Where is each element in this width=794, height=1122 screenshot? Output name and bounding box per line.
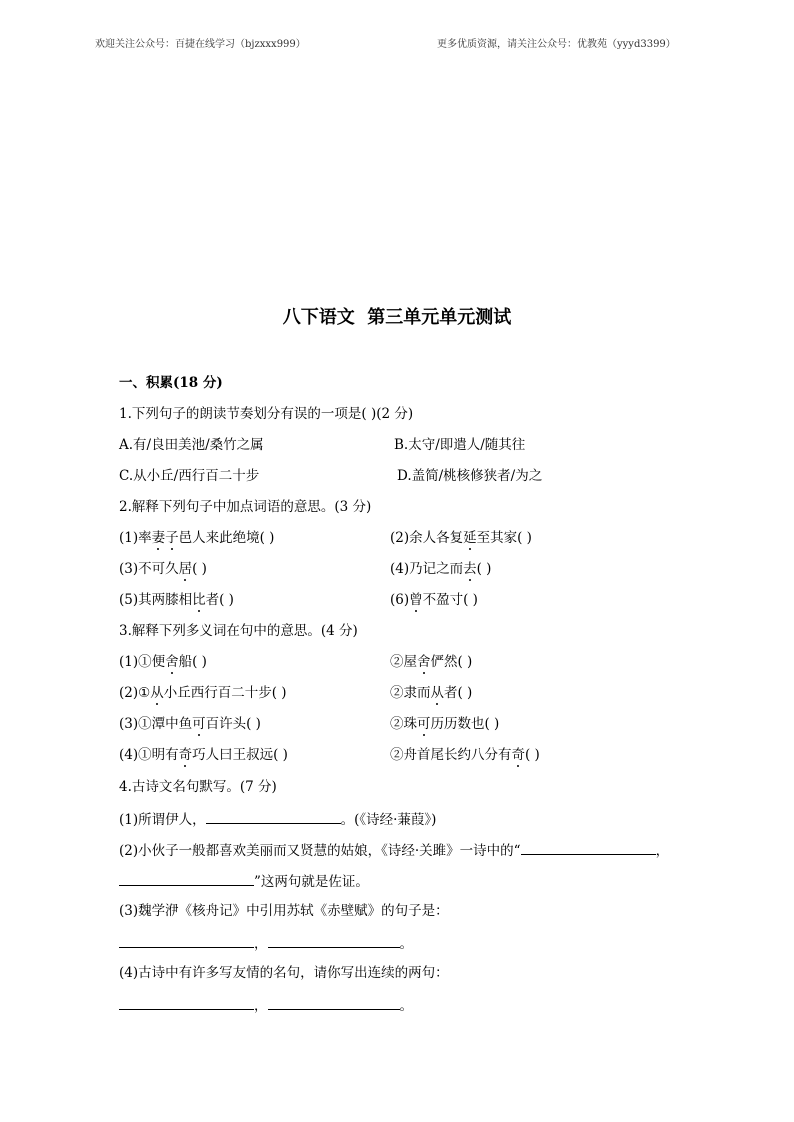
q3-row-3b-pre: ②珠 bbox=[390, 716, 417, 732]
q3-row-1b-post: 俨然( ) bbox=[430, 654, 473, 670]
q2-item-6-post: 不盈寸( ) bbox=[422, 592, 478, 608]
q3-row-2a-post: 小丘西行百二十步( ) bbox=[163, 685, 287, 701]
q4-sentence-4-answer bbox=[119, 995, 413, 1015]
q2-item-4-post: ( ) bbox=[476, 561, 492, 577]
q2-item-4-pre: (4)乃记之而 bbox=[390, 561, 464, 577]
q2-item-2-dotted: 延 bbox=[463, 530, 477, 546]
q4-s2-post: ”这两句就是佐证。 bbox=[254, 874, 369, 890]
header-right-text: 更多优质资源，请关注公众号：优教苑（yyyd3399） bbox=[437, 39, 676, 50]
q2-item-1 bbox=[119, 529, 274, 547]
q3-row-3a bbox=[119, 715, 261, 733]
q1-option-c: C.从小丘/西行百二十步 bbox=[119, 468, 260, 484]
q2-item-2 bbox=[390, 529, 532, 547]
q1-option-d: D.盖简/桃核修狭者/为之 bbox=[397, 468, 543, 484]
q1-stem: 1.下列句子的朗读节奏划分有误的一项是( )(2 分) bbox=[119, 406, 414, 422]
q3-row-2b-pre: ②隶而 bbox=[390, 685, 431, 701]
q4-s4-blank-1[interactable] bbox=[119, 995, 254, 1010]
q3-row-4b-dotted: 奇 bbox=[511, 747, 525, 763]
q3-row-1a-post: 船( ) bbox=[178, 654, 207, 670]
section-heading: 一、积累(18 分) bbox=[119, 375, 223, 391]
q2-item-1-post: 邑人来此绝境( ) bbox=[178, 530, 275, 546]
q2-item-3-dotted: 居 bbox=[178, 561, 193, 577]
q4-sentence-1 bbox=[119, 809, 436, 829]
q2-item-6-dotted: 曾 bbox=[409, 592, 423, 608]
q3-row-4a bbox=[119, 746, 288, 764]
q4-sentence-2-cont bbox=[119, 871, 369, 891]
q4-s2-blank-1[interactable] bbox=[521, 840, 656, 855]
q2-item-5-post: 者( ) bbox=[205, 592, 234, 608]
q3-row-1a-pre: (1)①便 bbox=[119, 654, 166, 670]
header-left-text: 欢迎关注公众号：百捷在线学习（bjzxxx999） bbox=[95, 39, 306, 50]
q4-s1-blank[interactable] bbox=[206, 809, 341, 824]
q4-s2-blank-2[interactable] bbox=[119, 871, 254, 886]
q3-row-2a-dotted: 从 bbox=[150, 685, 164, 701]
q4-s2-pre: (2)小伙子一般都喜欢美丽而又贤慧的姑娘，《诗经·关雎》一诗中的“ bbox=[119, 843, 521, 859]
q4-s3-end: 。 bbox=[399, 936, 413, 952]
q2-item-5 bbox=[119, 591, 234, 609]
q4-s3-blank-1[interactable] bbox=[119, 933, 254, 948]
q3-row-2b-dotted: 从 bbox=[430, 685, 444, 701]
page-title: 八下语文 第三单元单元测试 bbox=[282, 307, 512, 328]
q4-s3-comma: ， bbox=[254, 936, 268, 952]
q3-row-4a-dotted: 奇 bbox=[178, 747, 193, 763]
q1-option-b: B.太守/即遣人/随其往 bbox=[394, 437, 526, 453]
q3-row-3a-dotted: 可 bbox=[192, 716, 206, 732]
q3-row-1b bbox=[390, 653, 472, 671]
q2-item-2-pre: (2)余人各复 bbox=[390, 530, 464, 546]
q3-row-4a-pre: (4)①明有 bbox=[119, 747, 179, 763]
q4-sentence-3-answer bbox=[119, 933, 413, 953]
q2-item-3-post: ( ) bbox=[192, 561, 207, 577]
q4-sentence-4-stem: (4)古诗中有许多写友情的名句，请你写出连续的两句： bbox=[119, 965, 449, 981]
q3-row-3b-dotted: 可 bbox=[417, 716, 431, 732]
q2-item-1-pre: (1)率 bbox=[119, 530, 152, 546]
q4-s4-end: 。 bbox=[399, 998, 413, 1014]
q2-item-3 bbox=[119, 560, 207, 578]
q4-s4-comma: ， bbox=[254, 998, 268, 1014]
q2-item-3-pre: (3)不可久 bbox=[119, 561, 179, 577]
q3-row-4b-pre: ②舟首尾长约八分有 bbox=[390, 747, 512, 763]
q4-stem: 4.古诗文名句默写。(7 分) bbox=[119, 779, 277, 795]
q3-row-4b bbox=[390, 746, 540, 764]
q2-item-4 bbox=[390, 560, 491, 578]
q3-row-2a bbox=[119, 684, 287, 702]
q3-row-2a-pre: (2)① bbox=[119, 685, 151, 701]
q2-item-1-dotted-2: 子 bbox=[165, 530, 179, 546]
q4-s2-mid: ， bbox=[655, 843, 670, 859]
q4-sentence-3-stem: (3)魏学洢《核舟记》中引用苏轼《赤壁赋》的句子是： bbox=[119, 903, 449, 919]
q2-item-1-dotted-1: 妻 bbox=[151, 530, 166, 546]
q2-item-6-pre: (6) bbox=[390, 592, 410, 608]
q1-option-a: A.有/良田美池/桑竹之属 bbox=[119, 437, 264, 453]
q4-s4-blank-2[interactable] bbox=[268, 995, 400, 1010]
q4-s1-pre: (1)所谓伊人， bbox=[119, 812, 206, 828]
q3-row-1b-dotted: 舍 bbox=[417, 654, 431, 670]
q3-row-1a bbox=[119, 653, 207, 671]
q2-stem: 2.解释下列句子中加点词语的意思。(3 分) bbox=[119, 499, 372, 515]
q2-item-4-dotted: 去 bbox=[463, 561, 477, 577]
q2-item-2-post: 至其家( ) bbox=[476, 530, 532, 546]
q3-stem: 3.解释下列多义词在句中的意思。(4 分) bbox=[119, 623, 358, 639]
q2-item-5-dotted: 比 bbox=[192, 592, 206, 608]
q3-row-4a-post: 巧人曰王叔远( ) bbox=[192, 747, 288, 763]
q3-row-1a-dotted: 舍 bbox=[165, 654, 179, 670]
q4-sentence-2 bbox=[119, 840, 669, 860]
q3-row-3a-pre: (3)①潭中鱼 bbox=[119, 716, 193, 732]
q3-row-3a-post: 百许头( ) bbox=[205, 716, 261, 732]
q3-row-3b bbox=[390, 715, 499, 733]
q3-row-4b-post: ( ) bbox=[525, 747, 540, 763]
q3-row-3b-post: 历历数也( ) bbox=[430, 716, 500, 732]
q4-s3-blank-2[interactable] bbox=[268, 933, 400, 948]
q3-row-2b bbox=[390, 684, 472, 702]
q4-s1-post: 。(《诗经·蒹葭》) bbox=[340, 812, 437, 828]
q3-row-2b-post: 者( ) bbox=[444, 685, 473, 701]
q2-item-5-pre: (5)其两膝相 bbox=[119, 592, 193, 608]
q2-item-6 bbox=[390, 591, 478, 609]
q3-row-1b-pre: ②屋 bbox=[390, 654, 417, 670]
